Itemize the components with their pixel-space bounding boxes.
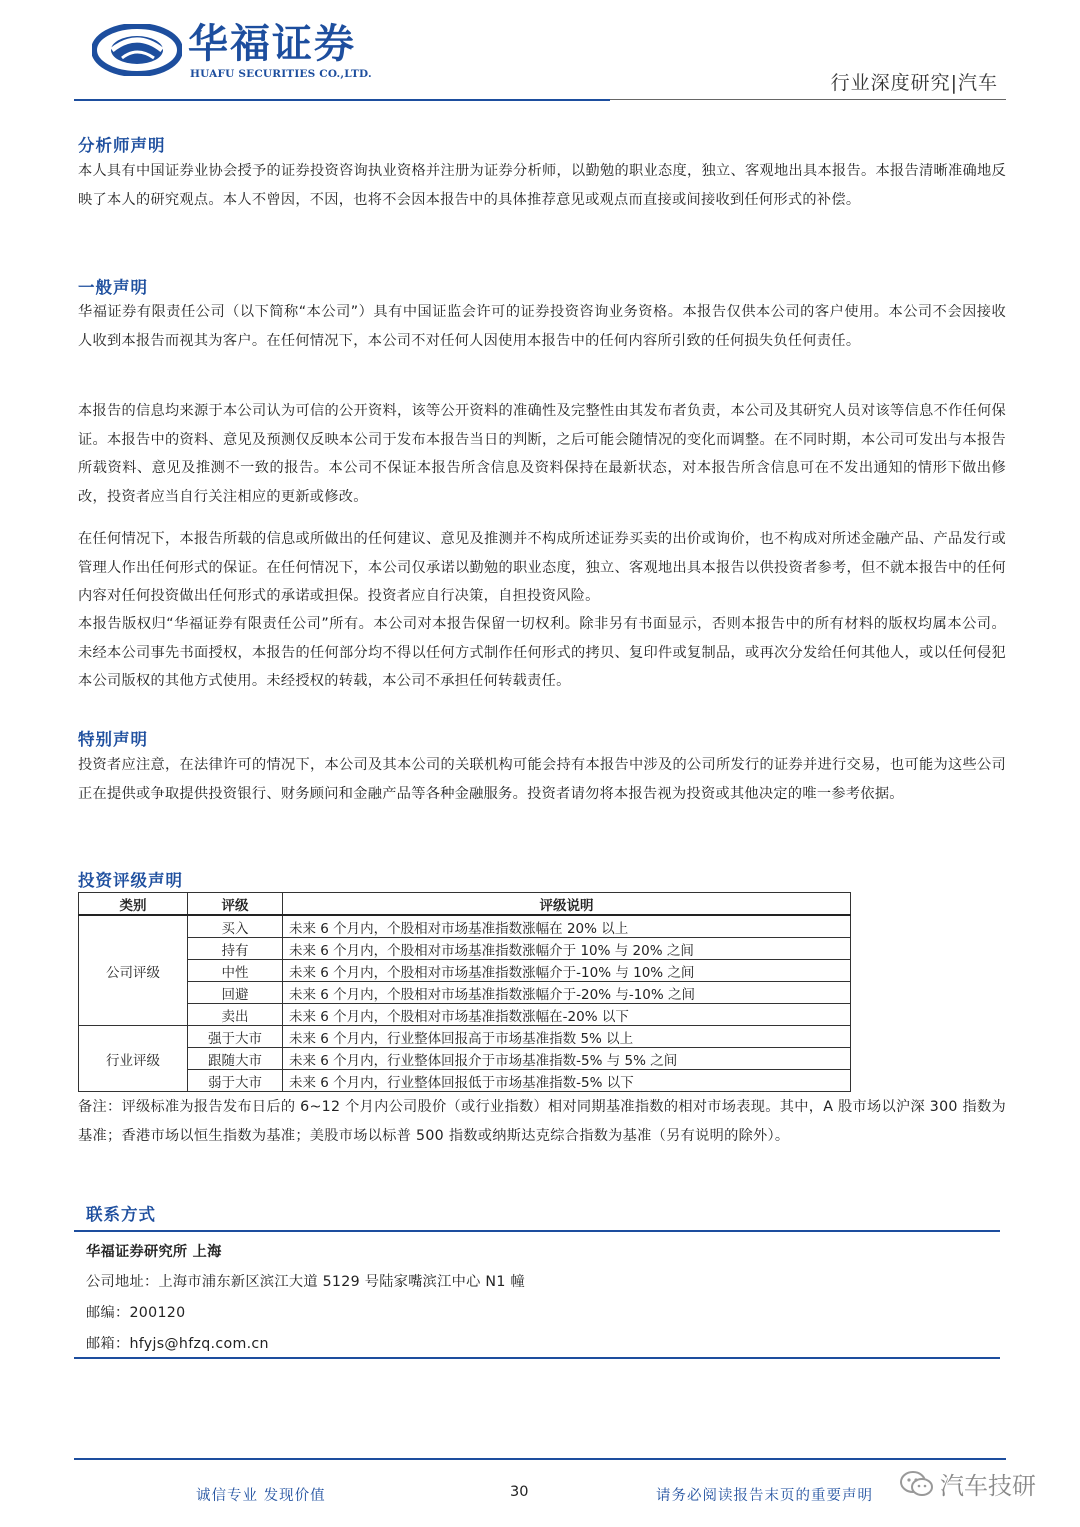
table-header-category: 类别 (79, 893, 188, 916)
table-cell-rating: 回避 (188, 982, 283, 1004)
special-statement-text: 投资者应注意，在法律许可的情况下，本公司及其本公司的关联机构可能会持有本报告中涉及的公司所发行的证券并进行交易，也可能为这些公司正在提供或争取提供投资银行、财务顾问和金融产品等各种金融服务。投资者请勿将本报告视为投资或其他决定的唯一参考依据。 (78, 757, 1006, 802)
table-cell-rating: 买入 (188, 915, 283, 938)
footer-divider (74, 1458, 1006, 1460)
page-number: 30 (510, 1484, 529, 1500)
header-divider (74, 99, 610, 101)
general-statement-p1: 华福证券有限责任公司（以下简称“本公司”）具有中国证监会许可的证券投资咨询业务资格。本报告仅供本公司的客户使用。本公司不会因接收人收到本报告而视其为客户。在任何情况下，本公司不对任何人因使用本报告中的任何内容所引致的任何损失负任何责任。 (78, 304, 1006, 349)
table-row (79, 982, 851, 1004)
table-cell-description: 未来 6 个月内，行业整体回报高于市场基准指数 5% 以上 (283, 1026, 851, 1048)
table-header-row (79, 893, 851, 916)
general-statement-p3: 在任何情况下，本报告所载的信息或所做出的任何建议、意见及推测并不构成所述证券买卖的出价或询价，也不构成对所述金融产品、产品发行或管理人作出任何形式的保证。在任何情况下，本公司仅承诺以勤勉的职业态度，独立、客观地出具本报告以供投资者参考，但不就本报告中的任何内容对任何投资做出任何形式的承诺或担保。投资者应自行决策，自担投资风险。 (78, 531, 1006, 604)
footer-slogan: 诚信专业 发现价值 (196, 1488, 326, 1504)
table-cell-rating: 强于大市 (188, 1026, 283, 1048)
contact-title: 联系方式 (86, 1205, 156, 1224)
table-cell-rating: 卖出 (188, 1004, 283, 1026)
table-cell-description: 未来 6 个月内，个股相对市场基准指数涨幅介于 10% 与 20% 之间 (283, 938, 851, 960)
table-cell-rating: 跟随大市 (188, 1048, 283, 1070)
table-cell-description: 未来 6 个月内，个股相对市场基准指数涨幅介于-10% 与 10% 之间 (283, 960, 851, 982)
table-cell-description: 未来 6 个月内，行业整体回报低于市场基准指数-5% 以下 (283, 1070, 851, 1092)
analyst-statement-text: 本人具有中国证券业协会授予的证券投资咨询执业资格并注册为证券分析师，以勤勉的职业态度，独立、客观地出具本报告。本报告清晰准确地反映了本人的研究观点。本人不曾因，不因，也将不会因本报告中的具体推荐意见或观点而直接或间接收到任何形式的补偿。 (78, 163, 1006, 208)
table-row (79, 915, 851, 938)
analyst-statement-title: 分析师声明 (78, 136, 166, 155)
table-header-description: 评级说明 (283, 893, 851, 916)
table-cell-category: 行业评级 (79, 1026, 188, 1092)
contact-address: 公司地址：上海市浦东新区滨江大道 5129 号陆家嘴滨江中心 N1 幢 (86, 1274, 525, 1290)
watermark (900, 1466, 1036, 1501)
table-cell-category: 公司评级 (79, 915, 188, 1026)
general-statement-title: 一般声明 (78, 278, 148, 297)
rating-statement-title: 投资评级声明 (78, 871, 183, 890)
table-cell-rating: 持有 (188, 938, 283, 960)
table-cell-description: 未来 6 个月内，个股相对市场基准指数涨幅在 20% 以上 (283, 915, 851, 938)
rating-table (78, 892, 851, 1092)
table-cell-description: 未来 6 个月内，行业整体回报介于市场基准指数-5% 与 5% 之间 (283, 1048, 851, 1070)
contact-divider-top (74, 1230, 1000, 1232)
special-statement-title: 特别声明 (78, 730, 148, 749)
wechat-icon (900, 1470, 934, 1498)
logo-mark-icon (92, 24, 182, 76)
footer-notice: 请务必阅读报告末页的重要声明 (656, 1488, 873, 1504)
rating-note: 备注：评级标准为报告发布日后的 6~12 个月内公司股价（或行业指数）相对同期基准指数的相对市场表现。其中，A 股市场以沪深 300 指数为基准；香港市场以恒生指数为基准；美股市场以标普 500 指数或纳斯达克综合指数为基准（另有说明的除外）。 (78, 1099, 1006, 1144)
logo-text-cn: 华福证券 (188, 21, 356, 67)
table-row (79, 1048, 851, 1070)
table-row (79, 1026, 851, 1048)
contact-org: 华福证券研究所 上海 (86, 1244, 222, 1260)
table-cell-description: 未来 6 个月内，个股相对市场基准指数涨幅在-20% 以下 (283, 1004, 851, 1026)
table-cell-rating: 中性 (188, 960, 283, 982)
header-divider-thin (610, 99, 1006, 100)
table-row (79, 1004, 851, 1026)
contact-postcode: 邮编：200120 (86, 1305, 186, 1321)
logo-text-en: HUAFU SECURITIES CO.,LTD. (190, 68, 372, 80)
table-row (79, 1070, 851, 1092)
table-header-rating: 评级 (188, 893, 283, 916)
table-row (79, 960, 851, 982)
company-logo (92, 24, 182, 76)
table-cell-description: 未来 6 个月内，个股相对市场基准指数涨幅介于-20% 与-10% 之间 (283, 982, 851, 1004)
table-row (79, 938, 851, 960)
general-statement-p4: 本报告版权归“华福证券有限责任公司”所有。本公司对本报告保留一切权利。除非另有书面显示，否则本报告中的所有材料的版权均属本公司。未经本公司事先书面授权，本报告的任何部分均不得以任何方式制作任何形式的拷贝、复印件或复制品，或再次分发给任何其他人，或以任何侵犯本公司版权的其他方式使用。未经授权的转载，本公司不承担任何转载责任。 (78, 616, 1006, 689)
watermark-text: 汽车技研 (940, 1472, 1036, 1500)
contact-email: 邮箱：hfyjs@hfzq.com.cn (86, 1336, 269, 1352)
contact-divider-bottom (74, 1357, 1000, 1359)
general-statement-p2: 本报告的信息均来源于本公司认为可信的公开资料，该等公开资料的准确性及完整性由其发布者负责，本公司及其研究人员对该等信息不作任何保证。本报告中的资料、意见及预测仅反映本公司于发布本报告当日的判断，之后可能会随情况的变化而调整。在不同时期，本公司可发出与本报告所载资料、意见及推测不一致的报告。本公司不保证本报告所含信息及资料保持在最新状态，对本报告所含信息可在不发出通知的情形下做出修改，投资者应当自行关注相应的更新或修改。 (78, 403, 1006, 505)
table-cell-rating: 弱于大市 (188, 1070, 283, 1092)
report-type: 行业深度研究|汽车 (830, 72, 998, 94)
